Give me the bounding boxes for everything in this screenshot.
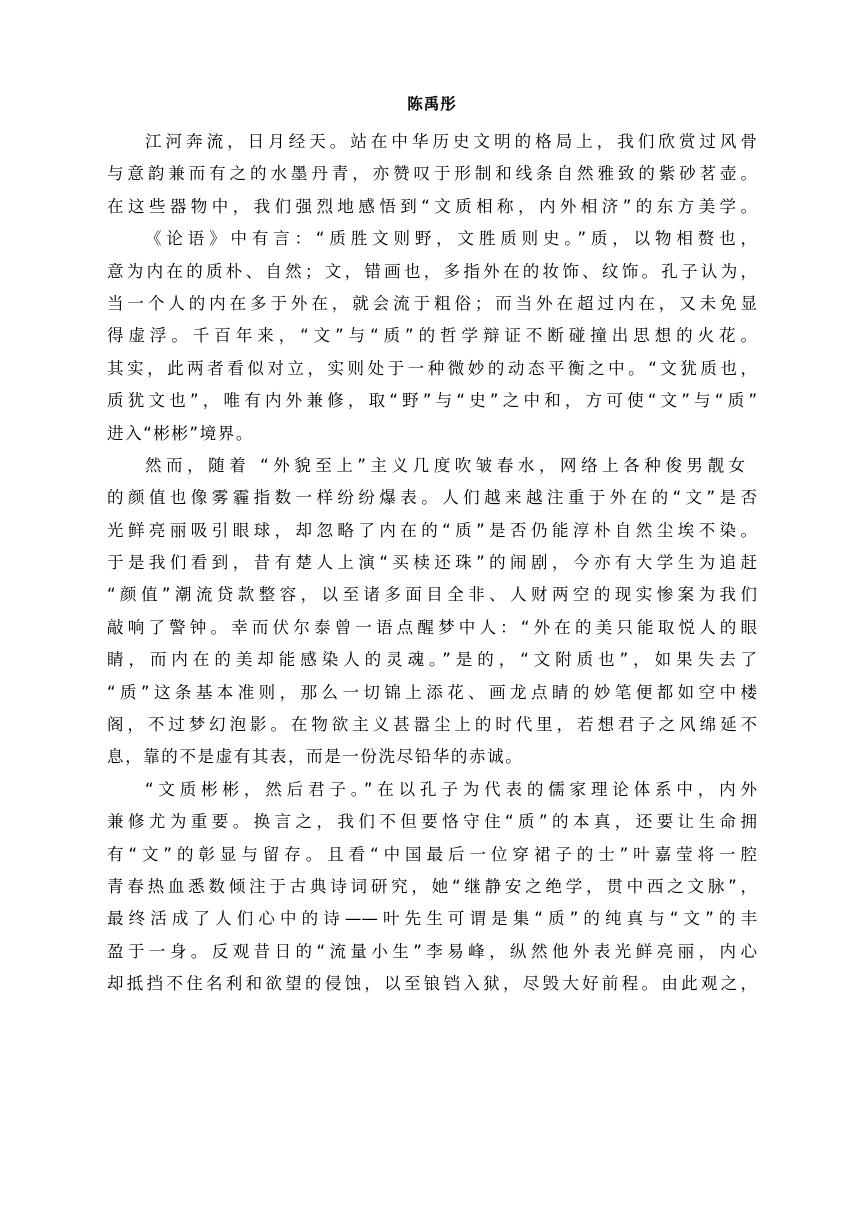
text-line: 兼修尤为重要。换言之，我们不但要恪守住“质”的本真，还要让生命拥 [107, 812, 757, 832]
paragraph-1 [107, 126, 757, 223]
text-line: 质犹文也”，唯有内外兼修，取“野”与“史”之中和，方可使“文”与“质” [107, 391, 757, 411]
text-line: 当一个人的内在多于外在，就会流于粗俗；而当外在超过内在，又未免显 [107, 293, 757, 313]
text-line: 息，靠的不是虚有其表，而是一份洗尽铅华的赤诚。 [107, 747, 524, 767]
text-line: 江河奔流，日月经天。站在中华历史文明的格局上，我们欣赏过风骨 [145, 132, 757, 151]
paragraph-3 [107, 450, 757, 774]
text-line: “质”这条基本准则，那么一切锦上添花、画龙点睛的妙笔便都如空中楼 [107, 682, 757, 702]
paragraph-2 [107, 223, 757, 450]
paragraph-4 [107, 774, 757, 1001]
text-line: 阁，不过梦幻泡影。在物欲主义甚嚣尘上的时代里，若想君子之风绵延不 [107, 715, 757, 735]
text-line: 睛，而内在的美却能感染人的灵魂。”是的，“文附质也”，如果失去了 [107, 650, 757, 670]
essay-title: 陈禹彤 [407, 95, 457, 113]
essay-body [107, 126, 757, 1001]
text-line: 光鲜亮丽吸引眼球，却忽略了内在的“质”是否仍能淳朴自然尘埃不染。 [107, 520, 757, 540]
text-line: 敲响了警钟。幸而伏尔泰曾一语点醒梦中人：“外在的美只能取悦人的眼 [107, 617, 757, 637]
text-line: 《论语》中有言：“质胜文则野，文胜质则史。”质，以物相赘也， [145, 229, 757, 249]
text-line: 得虚浮。千百年来，“文”与“质”的哲学辩证不断碰撞出思想的火花。 [107, 326, 757, 346]
text-line: 却抵挡不住名利和欲望的侵蚀，以至锒铛入狱，尽毁大好前程。由此观之， [107, 974, 757, 994]
text-line: 进入“彬彬”境界。 [107, 423, 254, 443]
text-line: 与意韵兼而有之的水墨丹青，亦赞叹于形制和线条自然雅致的紫砂茗壶。 [107, 164, 757, 184]
text-line: “颜值”潮流贷款整容，以至诸多面目全非、人财两空的现实惨案为我们 [107, 585, 757, 605]
text-line: 在这些器物中，我们强烈地感悟到“文质相称，内外相济”的东方美学。 [107, 196, 757, 216]
text-line: 其实，此两者看似对立，实则处于一种微妙的动态平衡之中。“文犹质也， [107, 358, 757, 378]
text-line: “文质彬彬，然后君子。”在以孔子为代表的儒家理论体系中，内外 [145, 779, 757, 799]
text-line: 然而，随着 “外貌至上”主义几度吹皱春水，网络上各种俊男靓女 [145, 455, 745, 475]
text-line: 意为内在的质朴、自然；文，错画也，多指外在的妆饰、纹饰。孔子认为， [107, 261, 757, 281]
text-line: 盈于一身。反观昔日的“流量小生”李易峰，纵然他外表光鲜亮丽，内心 [107, 941, 757, 961]
text-line: 于是我们看到，昔有楚人上演“买椟还珠”的闹剧，今亦有大学生为追赶 [107, 553, 757, 573]
text-line: 的颜值也像雾霾指数一样纷纷爆表。人们越来越注重于外在的“文”是否 [107, 488, 757, 508]
text-line: 青春热血悉数倾注于古典诗词研究，她“继静安之绝学，贯中西之文脉”， [107, 876, 757, 896]
text-line: 有“文”的彰显与留存。且看“中国最后一位穿裙子的士”叶嘉莹将一腔 [107, 844, 757, 864]
text-line: 最终活成了人们心中的诗——叶先生可谓是集“质”的纯真与“文”的丰 [107, 909, 757, 929]
